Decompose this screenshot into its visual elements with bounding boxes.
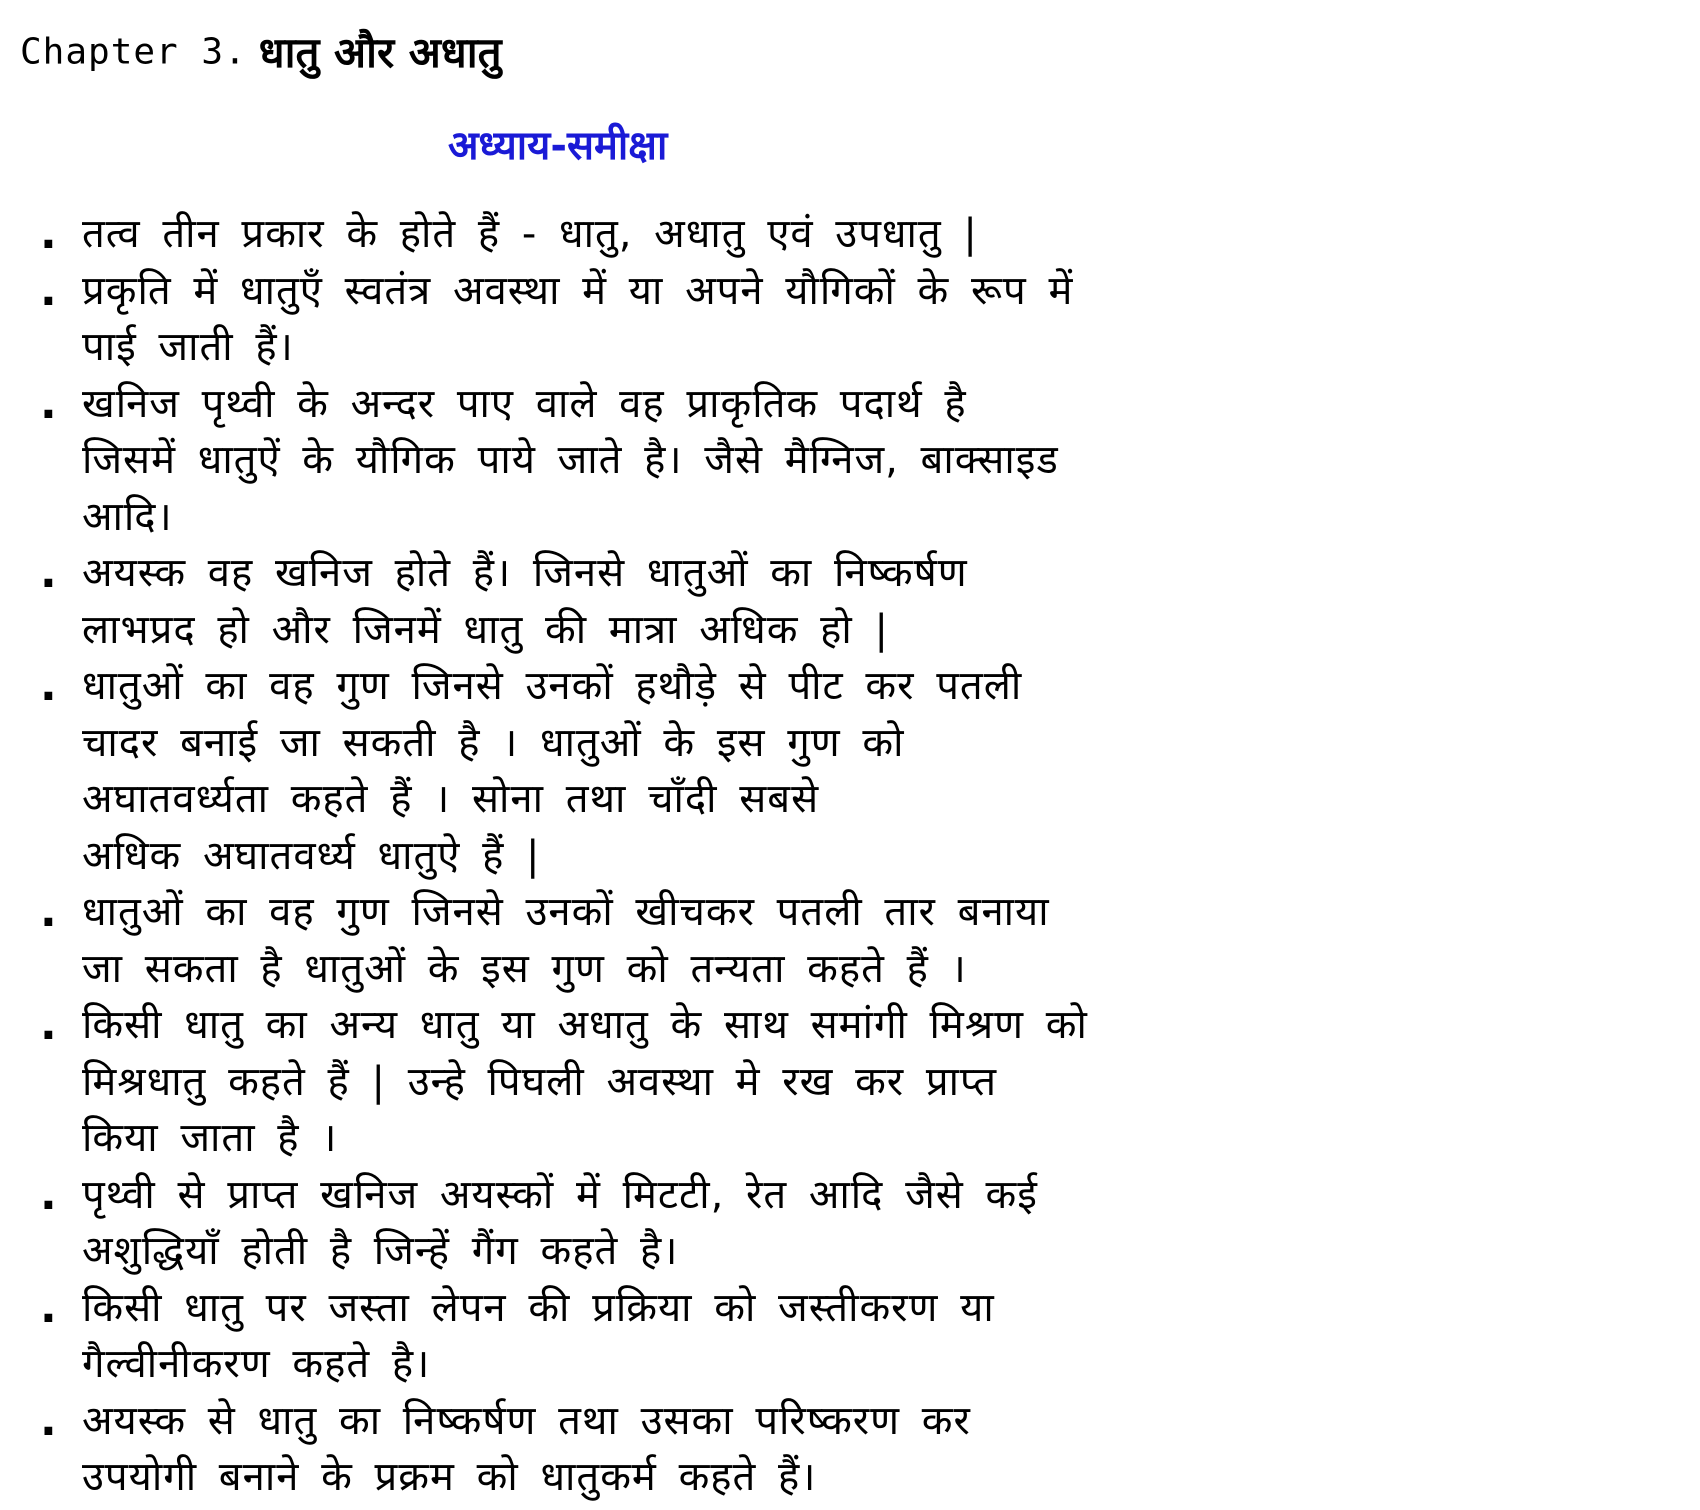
summary-point xyxy=(40,206,1180,263)
summary-point-text xyxy=(82,997,1088,1167)
summary-points-list xyxy=(40,206,1180,1506)
summary-point-line: किसी धातु पर जस्ता लेपन की प्रक्रिया को जस्तीकरण या xyxy=(82,1284,995,1331)
summary-point-line: जा सकता है धातुओं के इस गुण को तन्यता कहते हैं । xyxy=(82,945,967,992)
summary-point-line: आदि। xyxy=(82,493,173,540)
summary-point xyxy=(40,1393,1180,1506)
bullet-marker: . xyxy=(40,1281,57,1333)
summary-point-line: पृथ्वी से प्राप्त खनिज अयस्कों में मिटटी, रेत आदि जैसे कई xyxy=(82,1171,1038,1218)
summary-point-text xyxy=(82,263,1073,376)
summary-point-line: गैल्वीनीकरण कहते है। xyxy=(82,1341,431,1387)
chapter-number: Chapter 3. xyxy=(20,31,247,73)
summary-point-line: अशुद्धियाँ होती है जिन्हें गैंग कहते है। xyxy=(82,1228,679,1274)
bullet-marker: . xyxy=(40,1394,57,1446)
summary-point-line: पाई जाती हैं। xyxy=(82,324,294,370)
bullet-marker: . xyxy=(40,660,57,711)
summary-point-line: लाभप्रद हो और जिनमें धातु की मात्रा अधिक हो | xyxy=(82,606,889,653)
summary-point xyxy=(40,376,1180,546)
summary-point xyxy=(40,1280,1180,1393)
summary-point-text xyxy=(82,1280,995,1393)
summary-point-text xyxy=(82,206,978,263)
summary-point-line: किया जाता है । xyxy=(82,1115,338,1161)
summary-point-line: धातुओं का वह गुण जिनसे उनकों हथौड़े से पीट कर पतली xyxy=(82,663,1023,709)
summary-point-text xyxy=(82,658,1022,884)
bullet-marker: . xyxy=(40,208,57,259)
summary-point-line: मिश्रधातु कहते हैं | उन्हे पिघली अवस्था मे रख कर प्राप्त xyxy=(82,1058,998,1105)
summary-point-line: धातुओं का वह गुण जिनसे उनकों खीचकर पतली तार बनाया xyxy=(82,889,1050,935)
bullet-marker: . xyxy=(40,264,57,316)
summary-point-line: चादर बनाई जा सकती है । धातुओं के इस गुण को xyxy=(82,719,905,766)
summary-point-line: अधिक अघातवर्ध्य धातुऐ हैं | xyxy=(82,832,541,879)
summary-point-line: अघातवर्ध्यता कहते हैं । सोना तथा चाँदी सबसे xyxy=(82,776,820,822)
summary-point-text xyxy=(82,1393,971,1506)
summary-point-line: अयस्क वह खनिज होते हैं। जिनसे धातुओं का निष्कर्षण xyxy=(82,550,968,596)
section-title: अध्याय-समीक्षा xyxy=(448,123,668,169)
bullet-marker: . xyxy=(40,377,57,429)
summary-point xyxy=(40,884,1180,997)
summary-point-line: प्रकृति में धातुएँ स्वतंत्र अवस्था में या अपने यौगिकों के रूप में xyxy=(82,267,1074,314)
summary-point-line: तत्व तीन प्रकार के होते हैं - धातु, अधातु एवं उपधातु | xyxy=(82,211,978,257)
bullet-marker: . xyxy=(40,999,57,1050)
bullet-marker: . xyxy=(40,886,57,937)
bullet-marker: . xyxy=(40,547,57,598)
summary-point-text xyxy=(82,1167,1038,1280)
summary-point-line: जिसमें धातुऐं के यौगिक पाये जाते है। जैसे मैग्निज, बाक्साइड xyxy=(82,437,1059,483)
summary-point-line: खनिज पृथ्वी के अन्दर पाए वाले वह प्राकृतिक पदार्थ है xyxy=(82,380,967,427)
summary-point-line: उपयोगी बनाने के प्रक्रम को धातुकर्म कहते हैं। xyxy=(82,1454,817,1500)
chapter-heading xyxy=(20,22,502,83)
summary-point-line: किसी धातु का अन्य धातु या अधातु के साथ समांगी मिश्रण को xyxy=(82,1002,1088,1048)
chapter-title: धातु और अधातु xyxy=(258,27,502,77)
summary-point xyxy=(40,658,1180,884)
summary-point-text xyxy=(82,884,1050,997)
bullet-marker: . xyxy=(40,1168,57,1220)
summary-point-text xyxy=(82,376,1059,546)
summary-point xyxy=(40,545,1180,658)
summary-point-text xyxy=(82,545,968,658)
summary-point xyxy=(40,263,1180,376)
summary-point xyxy=(40,1167,1180,1280)
summary-point xyxy=(40,997,1180,1167)
summary-point-line: अयस्क से धातु का निष्कर्षण तथा उसका परिष्करण कर xyxy=(82,1397,971,1444)
